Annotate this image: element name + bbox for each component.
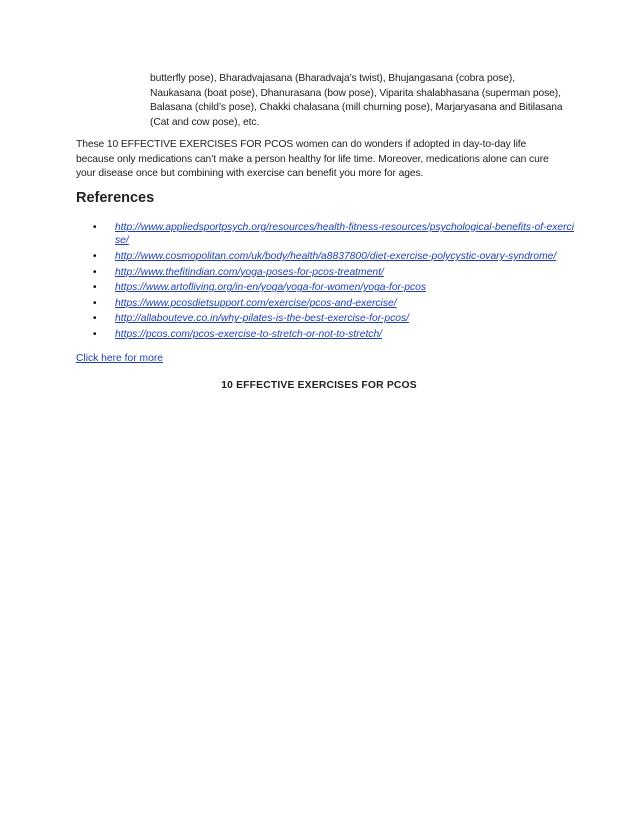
bullet-icon: • bbox=[93, 328, 97, 340]
reference-item bbox=[76, 221, 576, 248]
reference-item bbox=[76, 266, 576, 279]
reference-item bbox=[76, 297, 576, 310]
bullet-icon: • bbox=[93, 297, 97, 309]
bullet-icon: • bbox=[93, 282, 97, 294]
bullet-icon: • bbox=[93, 313, 97, 325]
reference-link-thefitindian[interactable]: http://www.thefitindian.com/yoga-poses-for-pcos-treatment/ bbox=[115, 266, 384, 278]
references-list bbox=[76, 221, 576, 344]
footer-title: 10 EFFECTIVE EXERCISES FOR PCOS bbox=[221, 380, 417, 391]
reference-item bbox=[76, 312, 576, 325]
bullet-icon: • bbox=[93, 222, 97, 233]
reference-link-pcosdietsupport[interactable]: https://www.pcosdietsupport.com/exercise/pcos-and-exercise/ bbox=[115, 297, 397, 309]
reference-link-cosmopolitan[interactable]: http://www.cosmopolitan.com/uk/body/health/a8837800/diet-exercise-polycystic-ovary-syndrome/ bbox=[115, 251, 557, 262]
references-heading: References bbox=[76, 190, 155, 206]
body-paragraph: These 10 EFFECTIVE EXERCISES FOR PCOS women can do wonders if adopted in day-to-day life because only medications can’t make a person healthy for life time. Moreover, medications alone can cure your disease once but combining with exercise can benefit you more for ages. bbox=[76, 139, 549, 180]
reference-item bbox=[76, 281, 576, 294]
reference-item bbox=[76, 250, 576, 263]
click-here-for-more-link[interactable]: Click here for more bbox=[76, 353, 163, 364]
indented-paragraph: butterfly pose), Bharadvajasana (Bharadvaja’s twist), Bhujangasana (cobra pose), Naukasana (boat pose), Dhanurasana (bow pose), Viparita shalabhasana (superman pose), Balasana (child’s pose), Chakki chalasana (mill churning pose), Marjaryasana and Bitilasana (Cat and cow pose), etc. bbox=[150, 73, 563, 128]
reference-link-artofliving[interactable]: https://www.artofliving.org/in-en/yoga/yoga-for-women/yoga-for-pcos bbox=[115, 282, 426, 294]
reference-item bbox=[76, 328, 576, 341]
bullet-icon: • bbox=[93, 251, 97, 262]
reference-link-appliedsportpsych[interactable]: http://www.appliedsportpsych.org/resources/health-fitness-resources/psychological-benefits-of-exercise/ bbox=[115, 222, 574, 247]
reference-link-pcos-com[interactable]: https://pcos.com/pcos-exercise-to-stretch-or-not-to-stretch/ bbox=[115, 328, 383, 340]
reference-link-allabouteve[interactable]: http://allabouteve.co.in/why-pilates-is-the-best-exercise-for-pcos/ bbox=[115, 313, 409, 325]
bullet-icon: • bbox=[93, 266, 97, 278]
